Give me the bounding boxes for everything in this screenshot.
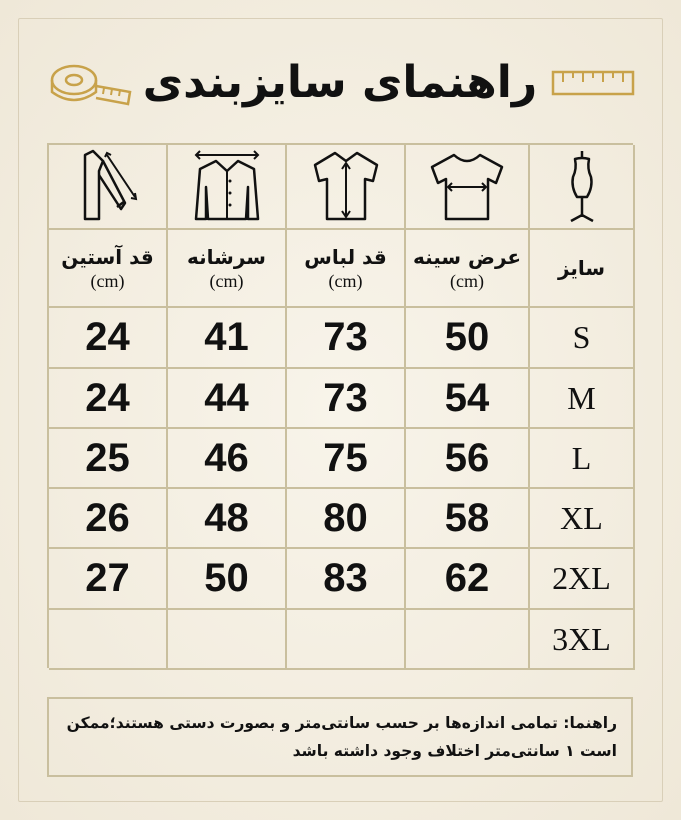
header-length <box>287 230 406 308</box>
value-shoulder: 46 <box>204 435 249 480</box>
header-sleeve <box>49 230 168 308</box>
cell-sleeve-3xl <box>49 610 168 670</box>
value-sleeve: 27 <box>85 556 130 600</box>
header-shoulder <box>168 230 287 308</box>
value-sleeve: 24 <box>85 315 130 359</box>
mannequin-icon-cell <box>530 145 635 230</box>
value-length: 73 <box>323 315 368 359</box>
size-table <box>47 143 633 668</box>
value-shoulder: 48 <box>204 495 249 540</box>
cell-chest-s <box>406 308 530 369</box>
shirt-length-icon <box>301 147 391 227</box>
cell-chest-3xl <box>406 610 530 670</box>
cell-shoulder-xl <box>168 489 287 549</box>
shirt-shoulder-icon <box>182 147 272 227</box>
value-chest: 58 <box>444 495 490 540</box>
cell-sleeve-l <box>49 429 168 489</box>
cell-size-3xl <box>530 610 635 670</box>
header-chest <box>406 230 530 308</box>
guide-note-line2: است ۱ سانتی‌متر اختلاف وجود داشته باشد <box>292 742 617 760</box>
cell-sleeve-2xl <box>49 549 168 610</box>
cell-shoulder-s <box>168 308 287 369</box>
cell-chest-l <box>406 429 530 489</box>
value-shoulder: 44 <box>204 375 249 420</box>
cell-sleeve-xl <box>49 489 168 549</box>
sleeve-icon-cell <box>49 145 168 230</box>
value-length: 80 <box>323 495 368 540</box>
cell-shoulder-l <box>168 429 287 489</box>
ruler-icon <box>551 68 635 98</box>
header-length-unit: (cm) <box>328 270 363 291</box>
header-shoulder-name: سرشانه <box>187 244 266 269</box>
mannequin-icon <box>537 147 627 227</box>
value-size: M <box>567 379 596 416</box>
measuring-tape-icon <box>46 58 132 108</box>
chest-icon-cell <box>406 145 530 230</box>
cell-size-s <box>530 308 635 369</box>
value-size: XL <box>560 499 603 536</box>
cell-length-3xl <box>287 610 406 670</box>
tshirt-chest-icon <box>422 147 512 227</box>
cell-sleeve-m <box>49 369 168 429</box>
cell-length-m <box>287 369 406 429</box>
cell-size-m <box>530 369 635 429</box>
value-size: L <box>571 439 592 476</box>
value-chest: 50 <box>444 315 490 359</box>
shoulder-icon-cell <box>168 145 287 230</box>
value-size: S <box>572 319 591 355</box>
value-size: 3XL <box>552 620 611 657</box>
value-length: 83 <box>323 556 368 600</box>
header-shoulder-unit: (cm) <box>209 270 244 291</box>
header-size-name: سایز <box>557 256 606 280</box>
value-length: 73 <box>323 375 368 420</box>
value-sleeve: 26 <box>85 495 130 540</box>
value-length: 75 <box>323 435 368 480</box>
value-size: 2XL <box>552 560 611 596</box>
cell-length-l <box>287 429 406 489</box>
cell-size-l <box>530 429 635 489</box>
cell-shoulder-m <box>168 369 287 429</box>
sleeve-length-icon <box>63 147 153 227</box>
cell-shoulder-3xl <box>168 610 287 670</box>
cell-shoulder-2xl <box>168 549 287 610</box>
cell-size-2xl <box>530 549 635 610</box>
cell-size-xl <box>530 489 635 549</box>
cell-length-2xl <box>287 549 406 610</box>
value-sleeve: 25 <box>85 435 130 480</box>
cell-chest-2xl <box>406 549 530 610</box>
page-title: راهنمای سایزبندی <box>142 57 538 108</box>
cell-chest-m <box>406 369 530 429</box>
header-sleeve-unit: (cm) <box>90 270 125 291</box>
cell-length-s <box>287 308 406 369</box>
value-chest: 62 <box>444 556 490 600</box>
guide-note <box>47 697 633 777</box>
header-chest-name: عرض سینه <box>412 244 522 269</box>
guide-note-line1: راهنما: تمامی اندازه‌ها بر حسب سانتی‌متر و بصورت دستی هستند؛ممکن <box>66 714 617 732</box>
value-shoulder: 41 <box>204 315 249 359</box>
value-shoulder: 50 <box>204 556 249 600</box>
length-icon-cell <box>287 145 406 230</box>
header-size <box>530 230 635 308</box>
cell-chest-xl <box>406 489 530 549</box>
header-sleeve-name: قد آستین <box>61 244 154 269</box>
value-chest: 54 <box>444 375 490 420</box>
value-sleeve: 24 <box>85 375 130 420</box>
cell-sleeve-s <box>49 308 168 369</box>
value-chest: 56 <box>444 435 490 480</box>
header-chest-unit: (cm) <box>450 270 484 291</box>
cell-length-xl <box>287 489 406 549</box>
header-length-name: قد لباس <box>304 244 387 269</box>
